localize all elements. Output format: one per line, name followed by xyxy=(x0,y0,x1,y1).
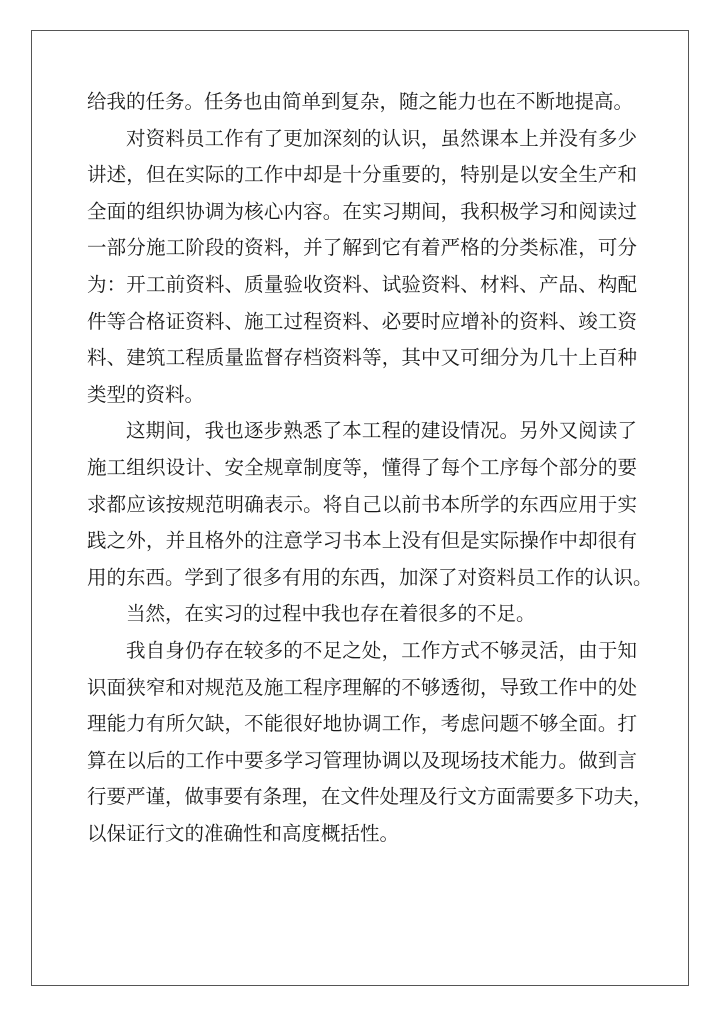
paragraph-4 xyxy=(87,596,637,633)
paragraph-2 xyxy=(87,121,637,414)
text-line: 以保证行文的准确性和高度概括性。 xyxy=(87,821,400,845)
paragraph-5 xyxy=(87,633,653,853)
text-line: 算在以后的工作中要多学习管理协调以及现场技术能力。做到言 xyxy=(87,748,637,772)
text-line: 当然，在实习的过程中我也存在着很多的不足。 xyxy=(126,602,536,626)
text-line: 料、建筑工程质量监督存档资料等，其中又可细分为几十上百种 xyxy=(87,346,637,370)
text-line: 件等合格证资料、施工过程资料、必要时应增补的资料、竣工资 xyxy=(87,309,637,333)
text-line: 全面的组织协调为核心内容。在实习期间，我积极学习和阅读过 xyxy=(87,199,637,223)
text-line: 这期间，我也逐步熟悉了本工程的建设情况。另外又阅读了 xyxy=(126,419,637,443)
text-line: 一部分施工阶段的资料，并了解到它有着严格的分类标准，可分 xyxy=(87,236,637,260)
text-line: 对资料员工作有了更加深刻的认识，虽然课本上并没有多少 xyxy=(126,126,637,150)
paragraph-1 xyxy=(87,84,637,121)
text-line: 理能力有所欠缺，不能很好地协调工作，考虑问题不够全面。打 xyxy=(87,712,637,736)
text-line: 我自身仍存在较多的不足之处，工作方式不够灵活，由于知 xyxy=(126,638,637,662)
text-line: 类型的资料。 xyxy=(87,382,205,406)
text-line: 识面狭窄和对规范及施工程序理解的不够透彻，导致工作中的处 xyxy=(87,675,637,699)
text-line: 讲述，但在实际的工作中却是十分重要的，特别是以安全生产和 xyxy=(87,163,637,187)
text-line: 给我的任务。任务也由简单到复杂，随之能力也在不断地提高。 xyxy=(87,90,634,113)
text-line: 行要严谨，做事要有条理，在文件处理及行文方面需要多下功夫， xyxy=(87,785,653,809)
text-line: 施工组织设计、安全规章制度等，懂得了每个工序每个部分的要 xyxy=(87,455,637,479)
text-line: 为：开工前资料、质量验收资料、试验资料、材料、产品、构配 xyxy=(87,272,637,296)
document-body xyxy=(87,84,653,852)
text-line: 求都应该按规范明确表示。将自己以前书本所学的东西应用于实 xyxy=(87,492,637,516)
text-line: 践之外，并且格外的注意学习书本上没有但是实际操作中却很有 xyxy=(87,529,637,553)
text-line: 用的东西。学到了很多有用的东西，加深了对资料员工作的认识。 xyxy=(87,565,653,589)
paragraph-3 xyxy=(87,413,653,596)
